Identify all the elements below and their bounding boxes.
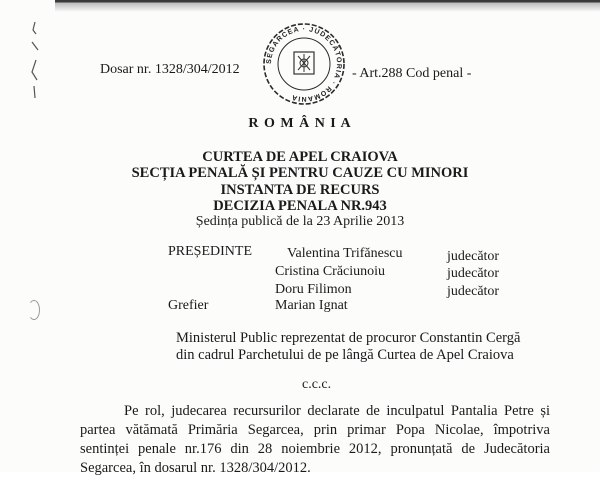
margin-mark [28, 20, 42, 100]
country-title: R O M Â N I A [248, 116, 352, 131]
court-stamp [258, 18, 350, 110]
stamp-text: SEGARCEA · JUDECĂTORIA · ROMANIA [265, 25, 343, 103]
article-ref: - Art.288 Cod penal - [352, 66, 472, 81]
president-label: PREȘEDINTE [168, 244, 252, 259]
instance-title: INSTANTA DE RECURS [220, 182, 380, 198]
prosecutor-office: din cadrul Parchetului de pe lângă Curtea de Apel Craiova [176, 347, 514, 363]
decision-title: DECIZIA PENALA NR.943 [213, 198, 387, 214]
paragraph-text: Pe rol, judecarea recursurilor declarate de inculpatul Pantalia Petre și partea vătămată Primăria Segarcea, prin primar Popa Nicolae, împotriva sentinței penale nr.176 din 28 noiembrie 2012, pronunțată de Judecătoria Segarcea, în dosarul nr. 1328/304/2012. [80, 403, 550, 476]
case-number: Dosar nr. 1328/304/2012 [100, 62, 240, 77]
scan-edge [55, 0, 600, 12]
judge-name: Valentina Trifănescu [287, 246, 403, 261]
section-title: SECȚIA PENALĂ ȘI PENTRU CAUZE CU MINORI [131, 165, 469, 181]
clerk-name: Marian Ignat [275, 298, 348, 313]
judge-name: Doru Filimon [275, 282, 352, 297]
judge-role: judecător [447, 249, 500, 264]
session-date: Ședința publică de la 23 Aprilie 2013 [195, 214, 405, 229]
case-paragraph [80, 402, 550, 478]
judge-role: judecător [447, 266, 500, 281]
prosecutor-line: Ministerul Public reprezentat de procuror Constantin Cergă [176, 330, 521, 346]
ccc-mark: c.c.c. [302, 377, 332, 392]
punch-hole [28, 300, 40, 320]
court-title: CURTEA DE APEL CRAIOVA [202, 149, 398, 165]
judge-role: judecător [447, 284, 500, 299]
judge-name: Cristina Crăciunoiu [275, 264, 386, 279]
clerk-label: Grefier [168, 298, 209, 313]
